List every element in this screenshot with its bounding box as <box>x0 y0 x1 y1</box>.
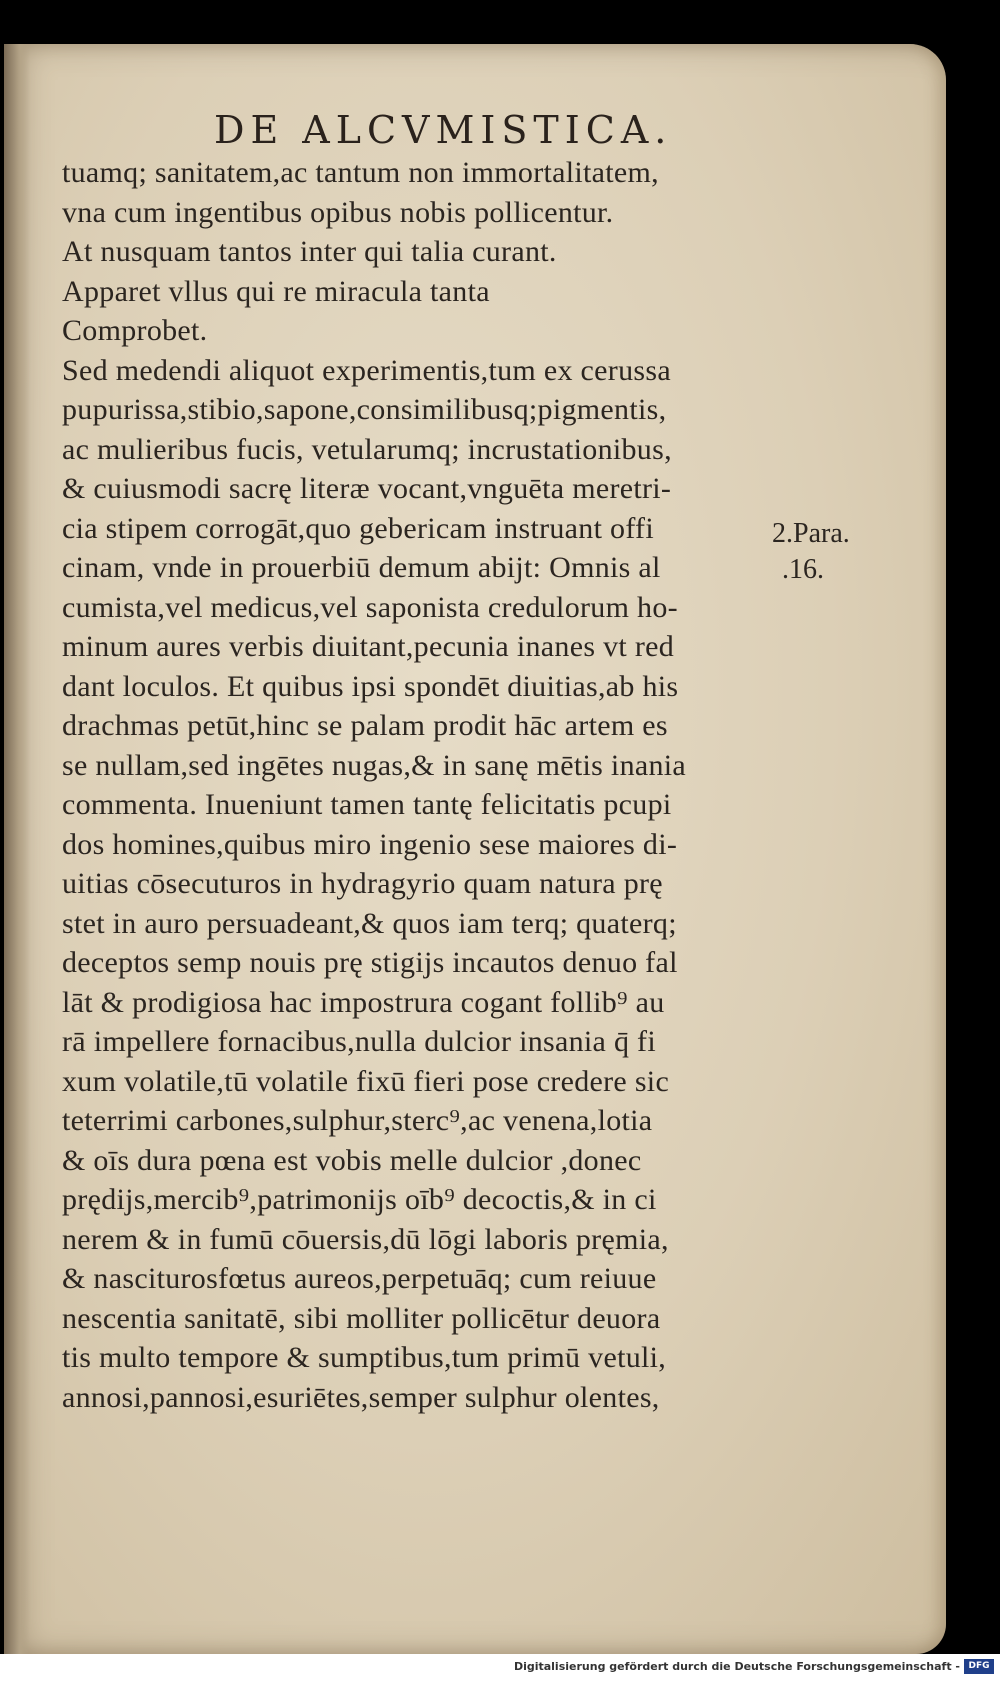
text-line: dant loculos. Et quibus ipsi spondēt diuitias,ab his <box>62 669 679 703</box>
text-line: stet in auro persuadeant,& quos iam terq; quaterq; <box>62 906 677 940</box>
text-line: annosi,pannosi,esuriētes,semper sulphur olentes, <box>62 1380 660 1414</box>
dfg-logo: DFG <box>964 1659 994 1674</box>
text-line: At nusquam tantos inter qui talia curant. <box>62 235 557 268</box>
text-line: dos homines,quibus miro ingenio sese maiores di- <box>62 827 678 861</box>
text-line: commenta. Inueniunt tamen tantę felicitatis pcupi <box>62 788 672 821</box>
text-line: minum aures verbis diuitant,pecunia inanes vt red <box>62 630 675 663</box>
text-line: Comprobet. <box>62 314 208 347</box>
text-line: uitias cōsecuturos in hydragyrio quam natura prę <box>62 867 663 900</box>
text-line: vna cum ingentibus opibus nobis pollicentur. <box>62 195 614 229</box>
text-line: & cuiusmodi sacrę literæ vocant,vnguēta meretri- <box>62 472 672 505</box>
text-line: teterrimi carbones,sulphur,sterc⁹,ac venena,lotia <box>62 1104 653 1137</box>
text-line: Sed medendi aliquot experimentis,tum ex cerussa <box>62 353 671 387</box>
text-line: rā impellere fornacibus,nulla dulcior insania q̄ fi <box>62 1025 656 1058</box>
footer-bar <box>0 1654 1000 1681</box>
text-line: Apparet vllus qui re miracula tanta <box>62 274 490 308</box>
text-line: ac mulieribus fucis, vetularumq; incrustationibus, <box>62 432 672 466</box>
text-line: prędijs,mercib⁹,patrimonijs oīb⁹ decoctis,& in ci <box>62 1183 657 1216</box>
margin-note-line-2: .16. <box>782 554 824 585</box>
text-line: xum volatile,tū volatile fixū fieri pose credere sic <box>62 1064 670 1098</box>
text-line: & nasciturosfœtus aureos,perpetuāq; cum reiuue <box>62 1262 657 1295</box>
footer-credit: Digitalisierung gefördert durch die Deutsche Forschungsgemeinschaft - <box>513 1660 960 1673</box>
text-line: cumista,vel medicus,vel saponista credulorum ho- <box>62 590 678 624</box>
text-line: tis multo tempore & sumptibus,tum primū vetuli, <box>62 1341 667 1374</box>
page-gutter-shadow <box>4 44 30 1654</box>
text-line: cinam, vnde in prouerbiū demum abijt: Omnis al <box>62 551 661 584</box>
text-line: nerem & in fumū cōuersis,dū lōgi laboris pręmia, <box>62 1222 669 1256</box>
text-line: se nullam,sed ingētes nugas,& in sanę mētis inania <box>62 748 687 782</box>
body-text <box>62 153 782 1417</box>
text-line: drachmas petūt,hinc se palam prodit hāc artem es <box>62 709 668 742</box>
text-line: & oīs dura pœna est vobis melle dulcior ,donec <box>62 1143 642 1177</box>
text-line: nescentia sanitatē, sibi molliter pollicētur deuora <box>62 1301 661 1335</box>
running-heading: DE ALCVMISTICA. <box>214 108 673 152</box>
text-line: deceptos semp nouis prę stigijs incautos denuo fal <box>62 946 678 979</box>
margin-note-line-1: 2.Para. <box>772 518 850 549</box>
text-line: tuamq; sanitatem,ac tantum non immortalitatem, <box>62 156 659 189</box>
text-line: pupurissa,stibio,sapone,consimilibusq;pigmentis, <box>62 393 667 426</box>
text-line: lāt & prodigiosa hac impostrura cogant follib⁹ au <box>62 985 665 1019</box>
text-line: cia stipem corrogāt,quo gebericam instruant offi <box>62 511 654 545</box>
margin-note <box>772 516 850 588</box>
